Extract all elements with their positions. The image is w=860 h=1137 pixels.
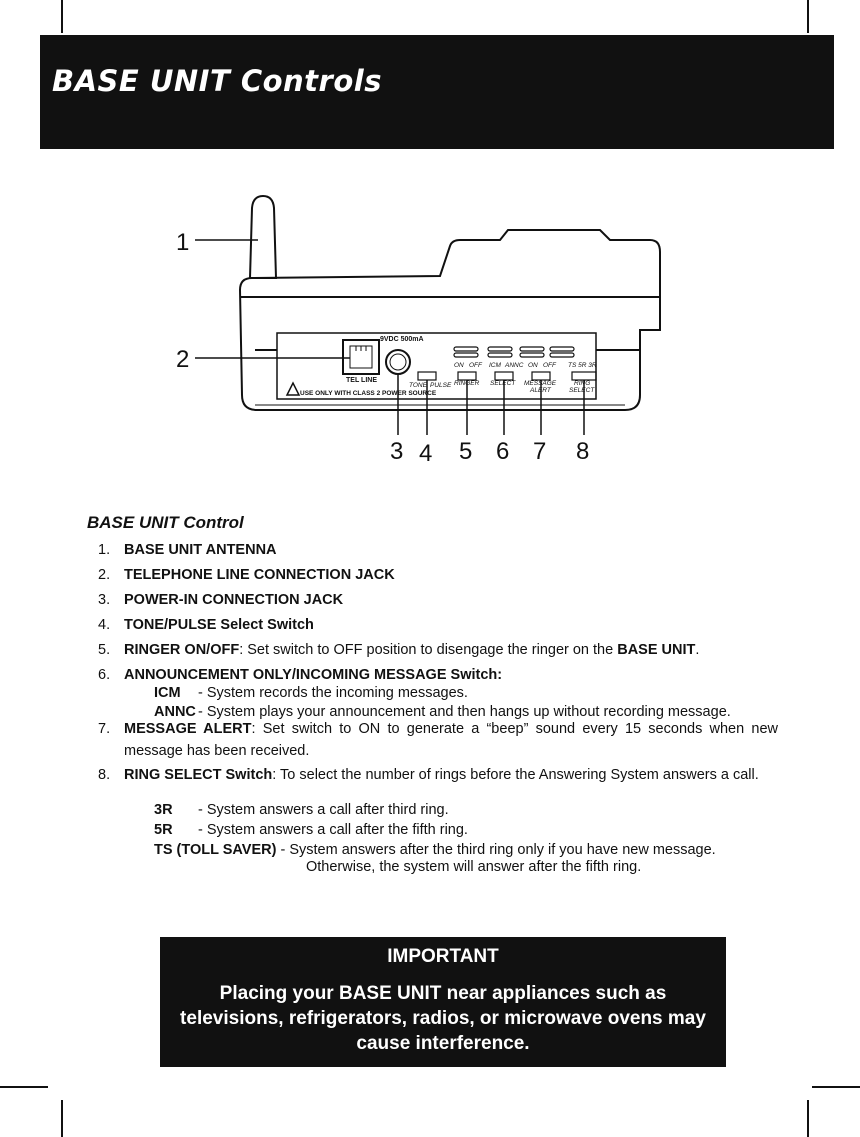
item-text: : Set switch to OFF position to disengage the ringer on the — [239, 642, 618, 658]
message-alert-switch — [532, 372, 550, 380]
section-title: BASE UNIT Control — [87, 513, 244, 532]
crop-mark — [61, 0, 63, 33]
sub-text: - System plays your announcement and then hangs up without recording message. — [198, 704, 731, 720]
item-text: . — [695, 642, 700, 658]
crop-mark — [812, 1086, 860, 1088]
callout-5: 5 — [459, 438, 473, 465]
important-body: Placing your BASE UNIT near appliances such as televisions, refrigerators, radios, or microwave ovens may cause interference. — [180, 983, 706, 1054]
sub-key: TS (TOLL SAVER) — [154, 842, 277, 858]
ring-select-switch — [572, 372, 596, 380]
icm-label: ICM — [489, 362, 501, 369]
sub-key: ANNC — [154, 704, 196, 720]
item-text: : To select the number of rings before the Answering System answers a call. — [272, 767, 759, 783]
sub-item — [154, 683, 784, 703]
sub-text: - System answers a call after third ring. — [198, 802, 449, 818]
sub-key: ICM — [154, 685, 181, 701]
important-notice — [160, 937, 726, 1067]
ring-options-label: TS 5R 3R — [568, 362, 597, 369]
item-number: 6. — [98, 667, 111, 683]
item-title: BASE UNIT ANTENNA — [124, 542, 277, 558]
item-title: RINGER ON/OFF — [124, 642, 240, 658]
item-number: 3. — [98, 592, 111, 608]
crop-mark — [0, 1086, 48, 1088]
pulse-label: PULSE — [430, 382, 452, 389]
crop-mark — [807, 1100, 809, 1137]
message-label: MESSAGE — [524, 380, 557, 387]
sub-key: 5R — [154, 822, 173, 838]
ringer-on-label: ON — [454, 362, 464, 369]
sub-key: 3R — [154, 802, 173, 818]
tone-label: TONE — [409, 382, 427, 389]
item-number: 8. — [98, 767, 111, 783]
power-rating-label: 9VDC 500mA — [380, 336, 424, 343]
select-label: SELECT — [490, 380, 516, 387]
tel-line-label: TEL LINE — [346, 377, 377, 384]
antenna-shape — [250, 196, 276, 278]
callout-2: 2 — [176, 346, 190, 373]
sub-item-continued — [306, 857, 776, 877]
item-number: 4. — [98, 617, 111, 633]
annc-label: ANNC — [505, 362, 524, 369]
callout-1: 1 — [176, 229, 190, 256]
tone-pulse-switch — [418, 372, 436, 380]
ringer-off-label: OFF — [469, 362, 482, 369]
item-title: TELEPHONE LINE CONNECTION JACK — [124, 567, 395, 583]
important-title: IMPORTANT — [387, 946, 499, 967]
sub-text: - System answers after the third ring only if you have new message. — [280, 842, 716, 858]
item-number: 1. — [98, 542, 111, 558]
item-title: TONE/PULSE Select Switch — [124, 617, 314, 633]
item-text-bold: BASE UNIT — [617, 642, 696, 658]
base-unit-diagram — [0, 180, 860, 480]
ringer-switch — [458, 372, 476, 380]
alert-label: ALERT — [530, 387, 551, 394]
warning-icon — [287, 383, 299, 395]
warning-label: USE ONLY WITH CLASS 2 POWER SOURCE — [300, 390, 437, 397]
item-title: RING SELECT Switch — [124, 767, 273, 783]
sub-text: Otherwise, the system will answer after the fifth ring. — [306, 859, 642, 875]
alert-off-label: OFF — [543, 362, 556, 369]
ring-label: RING — [574, 380, 591, 387]
tel-line-jack — [343, 340, 379, 374]
callout-7: 7 — [533, 438, 547, 465]
sub-item — [154, 820, 784, 840]
callout-6: 6 — [496, 438, 510, 465]
crop-mark — [61, 1100, 63, 1137]
callout-3: 3 — [390, 438, 404, 465]
ringer-label: RINGER — [454, 380, 480, 387]
page-title: BASE UNIT Controls — [52, 64, 382, 98]
ring-select-label: SELECT — [569, 387, 595, 394]
item-number: 7. — [98, 721, 111, 737]
alert-on-label: ON — [528, 362, 538, 369]
select-switch — [495, 372, 513, 380]
crop-mark — [807, 0, 809, 33]
callout-4: 4 — [419, 440, 433, 467]
sub-text: - System records the incoming messages. — [198, 685, 468, 701]
sub-item — [154, 800, 784, 820]
item-title: POWER-IN CONNECTION JACK — [124, 592, 344, 608]
item-text: : Set switch to ON to generate a “beep” sound every 15 seconds when new message has been received. — [124, 721, 778, 759]
item-number: 5. — [98, 642, 111, 658]
item-number: 2. — [98, 567, 111, 583]
callout-8: 8 — [576, 438, 590, 465]
item-title: MESSAGE ALERT — [124, 721, 252, 737]
sub-text: - System answers a call after the fifth ring. — [198, 822, 468, 838]
item-title: ANNOUNCEMENT ONLY/INCOMING MESSAGE Switch: — [124, 667, 503, 683]
